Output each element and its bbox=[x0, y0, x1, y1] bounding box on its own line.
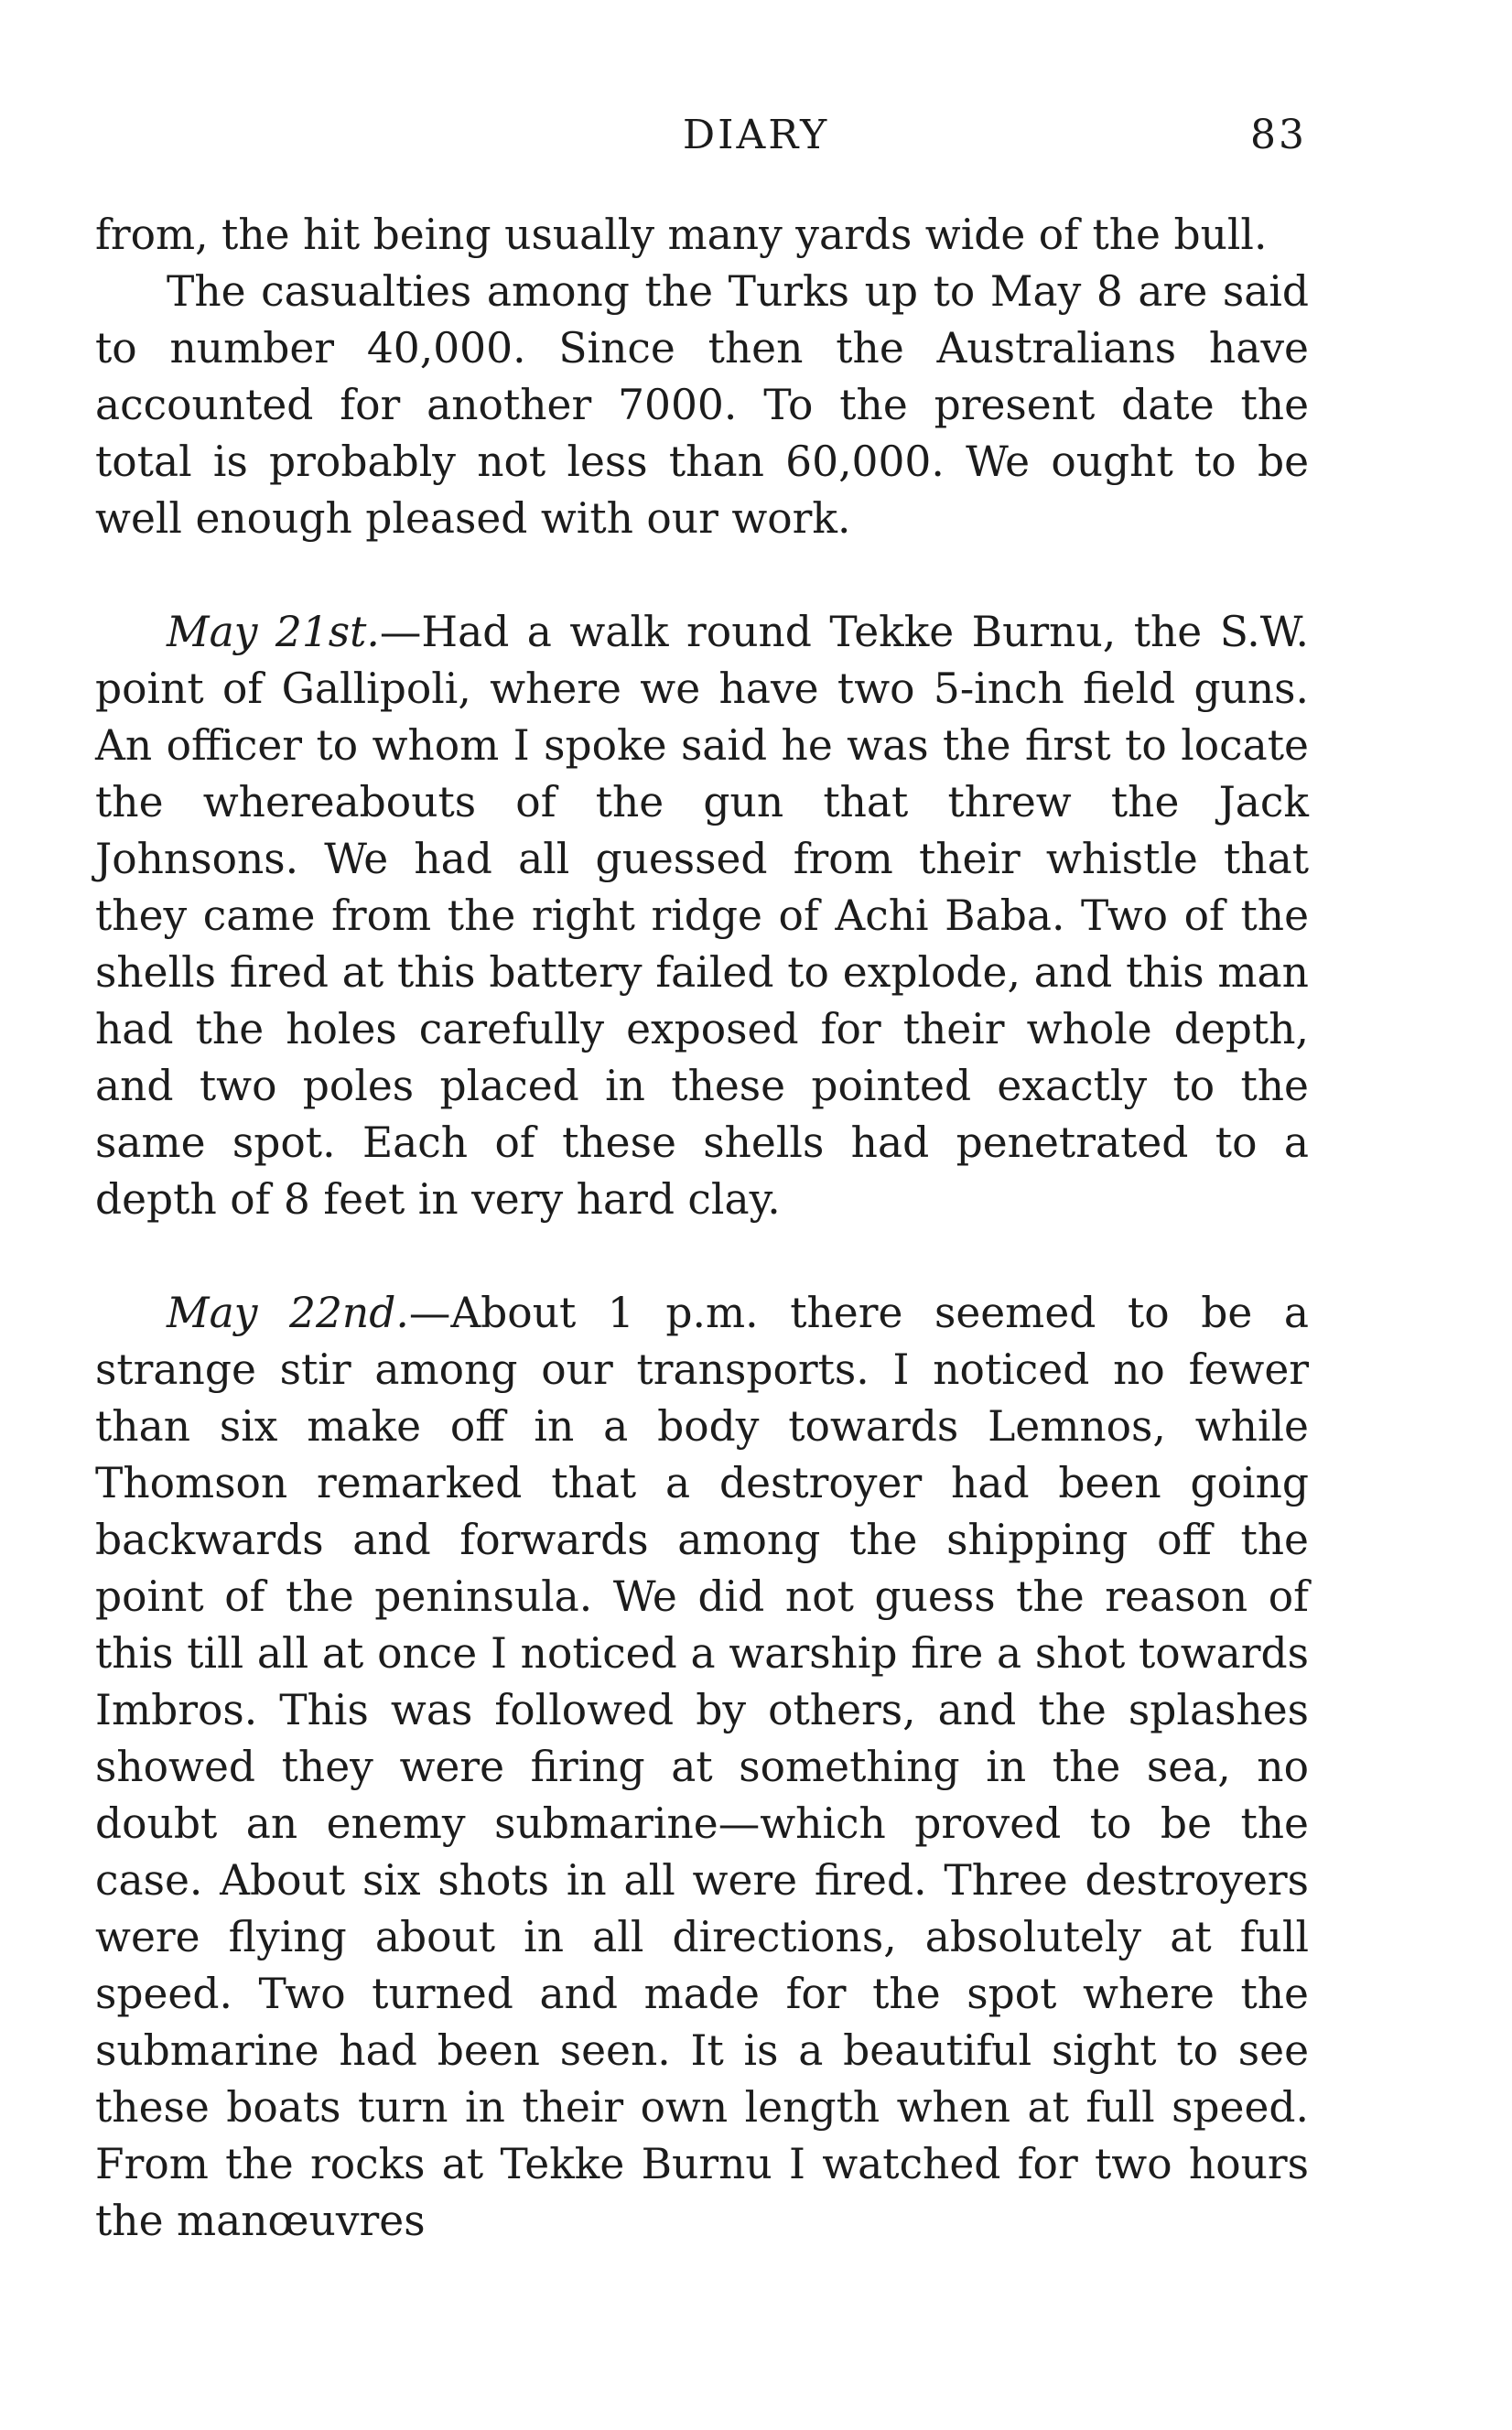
entry-date: May 22nd. bbox=[167, 1289, 409, 1337]
paragraph-text: The casualties among the Turks up to May 8 are said to number 40,000. Since then the Australians have accounted for another 7000. To the present date the total is probably not less than 60,000. We ought to be well enough pleased with our work. bbox=[95, 267, 1309, 543]
page-number: 83 bbox=[1250, 112, 1307, 158]
paragraph-continued bbox=[95, 207, 1309, 264]
diary-entry-may-21 bbox=[95, 604, 1309, 1228]
entry-text: —About 1 p.m. there seemed to be a strange stir among our transports. I noticed no fewer than six make off in a body towards Lemnos, while Thomson remarked that a destroyer had been going backwards and forwards among the shipping off the point of the peninsula. We did not guess the reason of this till all at once I noticed a warship fire a shot towards Imbros. This was followed by others, and the splashes showed they were firing at something in the sea, no doubt an enemy submarine—which proved to be the case. About six shots in all were fired. Three destroyers were flying about in all directions, absolutely at full speed. Two turned and made for the spot where the submarine had been seen. It is a beautiful sight to see these boats turn in their own length when at full speed. From the rocks at Tekke Burnu I watched for two hours the manœuvres bbox=[95, 1289, 1309, 2245]
diary-entry-may-22 bbox=[95, 1285, 1309, 2250]
body-text bbox=[95, 207, 1309, 2250]
paragraph-text: from, the hit being usually many yards wide of the bull. bbox=[95, 211, 1268, 259]
entry-date: May 21st. bbox=[167, 608, 380, 656]
paragraph-casualties bbox=[95, 264, 1309, 547]
entry-text: —Had a walk round Tekke Burnu, the S.W. point of Gallipoli, where we have two 5-inch field guns. An officer to whom I spoke said he was the first to locate the whereabouts of the gun that threw the Jack Johnsons. We had all guessed from their whistle that they came from the right ridge of Achi Baba. Two of the shells fired at this battery failed to explode, and this man had the holes carefully exposed for their whole depth, and two poles placed in these pointed exactly to the same spot. Each of these shells had penetrated to a depth of 8 feet in very hard clay. bbox=[95, 608, 1309, 1224]
running-title: DIARY bbox=[682, 112, 830, 158]
running-head bbox=[0, 112, 1512, 167]
